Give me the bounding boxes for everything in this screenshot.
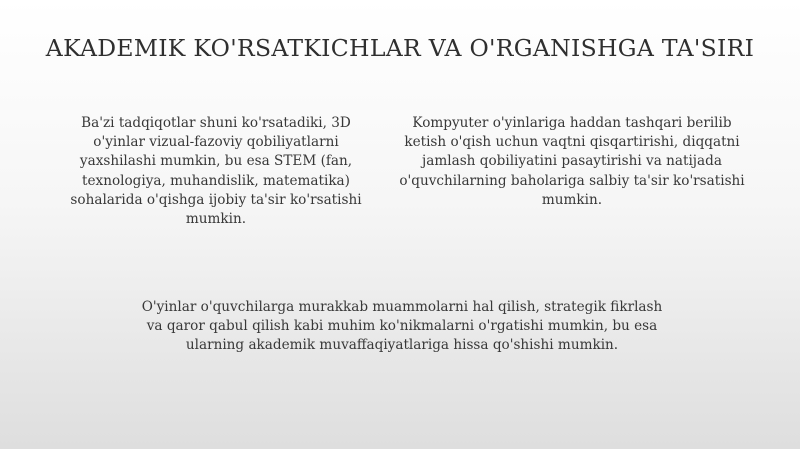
paragraph-left: Ba'zi tadqiqotlar shuni ko'rsatadiki, 3D o'yinlar vizual-fazoviy qobiliyatlarni yaxshilashi mumkin, bu esa STEM (fan, texnologiya, muhandislik, matematika) sohalarida o'qishga ijobiy ta'sir ko'rsatishi mumkin.: [70, 115, 362, 228]
paragraph-bottom: O'yinlar o'quvchilarga murakkab muammolarni hal qilish, strategik fikrlash va qaror qabul qilish kabi muhim ko'nikmalarni o'rgatishi mumkin, bu esa ularning akademik muvaffaqiyatlariga hissa qo'shishi mumkin.: [141, 299, 663, 354]
paragraph-right: Kompyuter o'yinlariga haddan tashqari berilib ketish o'qish uchun vaqtni qisqartirishi, diqqatni jamlash qobiliyatini pasaytirishi va natijada o'quvchilarning baholariga salbiy ta'sir ko'rsatishi mumkin.: [399, 115, 745, 208]
slide-title: AKADEMIK KO'RSATKICHLAR VA O'RGANISHGA TA'SIRI: [45, 34, 755, 62]
